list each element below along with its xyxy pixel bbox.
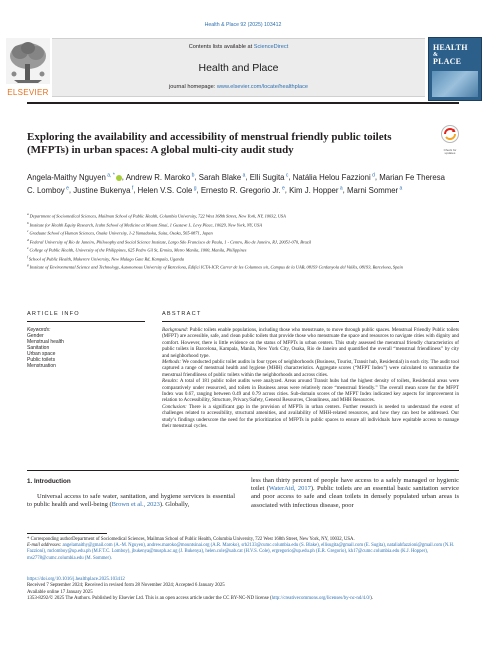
affiliation-text: School of Public Health, Makerere University, New Mulago Gate Rd, Kampala, Uganda [28, 256, 185, 262]
author-separator: , [196, 185, 201, 195]
author-list [27, 170, 447, 197]
intro-left-text-b: ). Globally, [159, 501, 190, 509]
author-affiliation-marker[interactable]: e [64, 185, 69, 192]
available-online: Available online 17 January 2025 [27, 589, 93, 595]
keywords-label: Keywords: [27, 327, 51, 333]
author-separator: , [133, 185, 138, 195]
footnotes [27, 537, 459, 562]
methods-text: We conducted public toilet audits in four types of neighborhoods (Business, Tourist, Transit hub, Residential) in each city. The audit tool captured a range of menstrual health and hygiene (MHH) characteristics. Aggregate scores (“MFPT Index”) were calculated to summarize the menstrual friendliness of public toilets within the neighborhoods and across cities. [162, 359, 459, 378]
affiliation-marker: b [27, 220, 30, 225]
author-affiliation-marker[interactable]: c [284, 172, 289, 178]
intro-right-text-b: ). Public toilets are an essential basic sanitation service and poor access to safe and clean toilets in densely populated urban areas is associated with infectious disease, poor [251, 485, 459, 509]
author-name[interactable] [73, 186, 133, 195]
affiliation-marker: f [27, 254, 29, 259]
affiliation-item [27, 228, 459, 237]
header-divider [27, 102, 459, 104]
intro-left-column [27, 493, 235, 509]
author-separator: , [284, 185, 290, 195]
contents-prefix: Contents lists available at [188, 44, 254, 50]
affiliation-item [27, 237, 459, 246]
author-separator: , [245, 172, 250, 182]
author-name-text: Marni Sommer [347, 185, 399, 195]
email-list[interactable]: angelamaithy@gmail.com (A.-M. Nguyen), andrew.maroko@mountsinai.org (A.R. Maroko), srb2133@cumc.columbia.edu (S. Blake), ellisugita@gmail.com (E. Sugita), nataliahfazzioni@gmail.com (N.H. Fazzioni), mclomboy@up.edu.ph (M.F.T.C. Lomboy), jbukenya@musph.ac.ug (J. Bukenya), helen.cole@uab.cat (H.V.S. Cole), ergregorio@up.edu.ph (E.R. Gregorio), kh17@cumc.columbia.edu (K.J. Hopper), ms2778@cumc.columbia.edu (M. Sommer). [27, 543, 455, 561]
article-metadata [27, 577, 459, 602]
author-separator: , [374, 172, 380, 182]
author-name[interactable] [138, 186, 197, 195]
intro-right-column [251, 477, 459, 510]
received-dates: Received 7 September 2024; Received in revised form 28 November 2024; Accepted 6 January 2025 [27, 583, 225, 589]
affiliation-text: Federal University of Rio de Janeiro, Philosophy and Social Science Institute, Largo São Francisco de Paula, 1 - Centro, Rio de Janeiro, RJ, 20051-070, Brazil [29, 239, 312, 245]
homepage-prefix: journal homepage: [168, 84, 217, 90]
author-name-text: Natália Helou Fazzioni [292, 172, 371, 182]
affiliation-item [27, 245, 459, 254]
keyword-item: Gender [27, 333, 44, 339]
author-name-text: Sarah Blake [198, 172, 242, 182]
author-separator: , [342, 185, 348, 195]
keywords-list [27, 333, 145, 369]
article-info-heading: ARTICLE INFO [27, 311, 80, 317]
journal-homepage-line [52, 84, 425, 90]
affiliation-item [27, 262, 459, 271]
author-affiliation-marker[interactable]: e [280, 185, 285, 192]
author-name[interactable] [293, 173, 375, 182]
introduction-heading: 1. Introduction [27, 478, 71, 485]
affiliation-list [27, 211, 459, 271]
author-affiliation-marker[interactable]: g [192, 185, 197, 192]
author-affiliation-marker[interactable]: a [338, 185, 343, 192]
author-affiliation-marker[interactable]: a, * [105, 172, 115, 178]
author-separator: , [121, 172, 126, 182]
author-name[interactable] [199, 173, 246, 182]
author-name-text: Justine Bukenya [73, 185, 131, 195]
abstract-conclusion [162, 404, 459, 430]
affiliation-marker: g [27, 263, 30, 268]
author-name-text: Helen V.S. Cole [137, 185, 193, 195]
keyword-item: Sanitation [27, 345, 50, 351]
keywords-block [27, 327, 145, 369]
abstract-results [162, 378, 459, 404]
check-updates-label: Check for updates [443, 148, 457, 156]
affiliation-marker: d [27, 237, 30, 242]
intro-right-text-a: less than thirty percent of people have access to a safely managed or hygienic toilet ( [251, 477, 459, 493]
citation-brown-2023[interactable]: Brown et al., 2023 [111, 501, 160, 509]
background-label: Background: [162, 327, 189, 333]
doi-link[interactable]: https://doi.org/10.1016/j.healthplace.2025.103412 [27, 577, 125, 582]
elsevier-wordmark: ELSEVIER [7, 88, 49, 97]
affiliation-text: Department of Sociomedical Sciences, Mailman School of Public Health, Columbia University, 722 West 168th Street, New York, NY, 10032, USA [29, 213, 286, 219]
author-name[interactable] [250, 173, 289, 182]
corresponding-author-note: * Corresponding authorDepartment of Sociomedical Sciences, Mailman School of Public Health, Columbia University, 722 West 168th Street, New York, NY, 10032, USA. [27, 537, 355, 542]
cover-title-line-2: & [433, 52, 439, 58]
background-text: Public toilets enable populations, including those who menstruate, to move through public spaces. Menstrual Friendly Public toilets (MFPT) are accessible, safe, and clean public toilets that provide those who menstruate the space and resources to navigate cities with dignity and comfort. However, there is little evidence on the status of MFPTs in urban centers. This study assessed the menstrual friendly characteristics of public toilets in Barcelona, Kampala, Manila, New York City, Osaka, Rio de Janeiro and quantified the overall “menstrual friendliness” by city and neighborhood type. [162, 327, 460, 359]
license-link[interactable]: http://creativecommons.org/licenses/by-nc-nd/4.0/ [271, 595, 371, 601]
affiliation-marker: e [27, 246, 30, 251]
license-text-a: 1353-8292/© 2025 The Authors. Published by Elsevier Ltd. This is an open access article under the CC BY-NC-ND license ( [27, 595, 272, 601]
author-affiliation-marker[interactable]: b [190, 172, 195, 178]
abstract-heading: ABSTRACT [162, 311, 202, 317]
author-name-text: Kim J. Hopper [289, 185, 339, 195]
cover-title-line-3: PLACE [433, 57, 462, 66]
elsevier-logo [4, 36, 52, 100]
check-for-updates-badge[interactable] [440, 124, 460, 156]
conclusion-label: Conclusion: [162, 403, 187, 410]
affiliation-marker: a [27, 212, 30, 216]
author-name[interactable] [126, 173, 195, 182]
author-name-text: Ernesto R. Gregorio Jr. [200, 185, 281, 195]
cover-photo [432, 71, 478, 97]
keyword-item: Menstrual health [27, 339, 64, 345]
sciencedirect-link[interactable]: ScienceDirect [253, 44, 289, 50]
affiliation-item [27, 211, 459, 220]
abstract-bottom-rule [27, 470, 459, 471]
author-name-text: Marian Fe Theresa C. Lomboy [27, 172, 445, 195]
abstract-body [162, 327, 459, 430]
abstract-background [162, 327, 459, 359]
journal-name: Health and Place [198, 62, 279, 74]
keyword-item: Menstruation [27, 363, 56, 369]
conclusion-text: There is a significant gap in the provision of MFPTs in urban centers. Further research is needed to understand the extent of challenges related to accessibility, structural amenities, and availability of MHH-related resources, and how they can best be addressed. Our study’s findings underscore the need for the prioritization of MFPTs in public spaces to ensure all individuals have equitable access to manage their menstrual cycles. [162, 403, 460, 430]
author-affiliation-marker[interactable]: d [370, 172, 375, 178]
article-info-rule [27, 321, 145, 322]
citation-wateraid-2017[interactable]: WaterAid, 2017 [268, 485, 311, 493]
author-name[interactable] [201, 186, 285, 195]
author-separator: , [288, 172, 293, 182]
email-addresses [27, 543, 459, 562]
author-name-text: Angela-Maithy Nguyen [27, 172, 106, 182]
author-separator: , [68, 185, 74, 195]
check-updates-icon [440, 124, 460, 144]
keyword-item: Urban space [27, 351, 56, 357]
abstract-methods [162, 359, 459, 378]
affiliation-item [27, 220, 459, 229]
affiliation-marker: c [27, 229, 30, 234]
license-note [27, 596, 459, 602]
intro-left-text-a: Universal access to safe water, sanitation, and hygiene services is essential to public health and well-being ( [27, 493, 235, 509]
journal-cover-image[interactable] [428, 37, 482, 101]
journal-reference[interactable]: Health & Place 92 (2025) 103412 [204, 22, 282, 28]
results-text: A total of 181 public toilet audits were analyzed. Areas around Transit hubs had the highest density of toilets, Residential areas were comparatively under resourced, and toilets in Business areas were relatively more “menstrual friendly.” The overall mean score for the MFPT Index was 0.67, ranging between 0.49 and 0.79 across cities. Sub-domain scores of the MFPT Index indicated key aspects for improvement in relation to Accessibility, Structure, Privacy/Safety, General Resources, Cleanliness, and MHH Resources. [162, 378, 459, 404]
cover-title-line-1: HEALTH [433, 43, 468, 52]
article-title: Exploring the availability and accessibility of menstrual friendly public toilets (MFPTs) in urban spaces: A global multi-city audit study [27, 131, 392, 156]
affiliation-text: College of Public Health, University of the Philippines, 625 Pedro Gil St, Ermita, Metro Manila, 1000, Manila, Philippines [29, 247, 247, 253]
methods-label: Methods: [162, 359, 182, 366]
results-label: Results: [162, 378, 179, 385]
cover-title [433, 44, 479, 66]
abstract-rule [162, 321, 459, 322]
affiliation-text: Institute of Environmental Science and Technology, Autonomous University of Barcelona, Edifici ICTA-ICP, Carrer de les Columnes s/n, Campus de la UAB, 08193 Cerdanyola del Vallès, 08193, Barcelona, Spain [29, 264, 403, 270]
contents-line [52, 44, 425, 50]
footnote-rule [27, 533, 107, 534]
author-name[interactable] [289, 186, 343, 195]
author-name[interactable] [27, 173, 122, 182]
author-affiliation-marker[interactable]: a [241, 172, 246, 178]
keyword-item: Public toilets [27, 357, 56, 363]
email-label: E-mail addresses: [27, 543, 62, 549]
affiliation-text: Graduate School of Human Sciences, Osaka University, 1-2 Yamadaoka, Suita, Osaka, 565-0871, Japan [29, 230, 213, 236]
author-name[interactable] [347, 186, 402, 195]
author-separator: , [194, 172, 199, 182]
license-text-b: ). [370, 595, 374, 601]
author-name-text: Elli Sugita [249, 172, 285, 182]
affiliation-item [27, 254, 459, 263]
author-affiliation-marker[interactable]: f [130, 185, 134, 192]
affiliation-text: Institute for Health Equity Research, Icahn School of Medicine at Mount Sinai, 1 Gustave L. Levy Place, 10029, New York, NY, USA [29, 222, 263, 228]
author-affiliation-marker[interactable]: a [398, 185, 403, 192]
homepage-link[interactable]: www.elsevier.com/locate/healthplace [216, 84, 308, 90]
author-name-text: Andrew R. Maroko [125, 172, 191, 182]
